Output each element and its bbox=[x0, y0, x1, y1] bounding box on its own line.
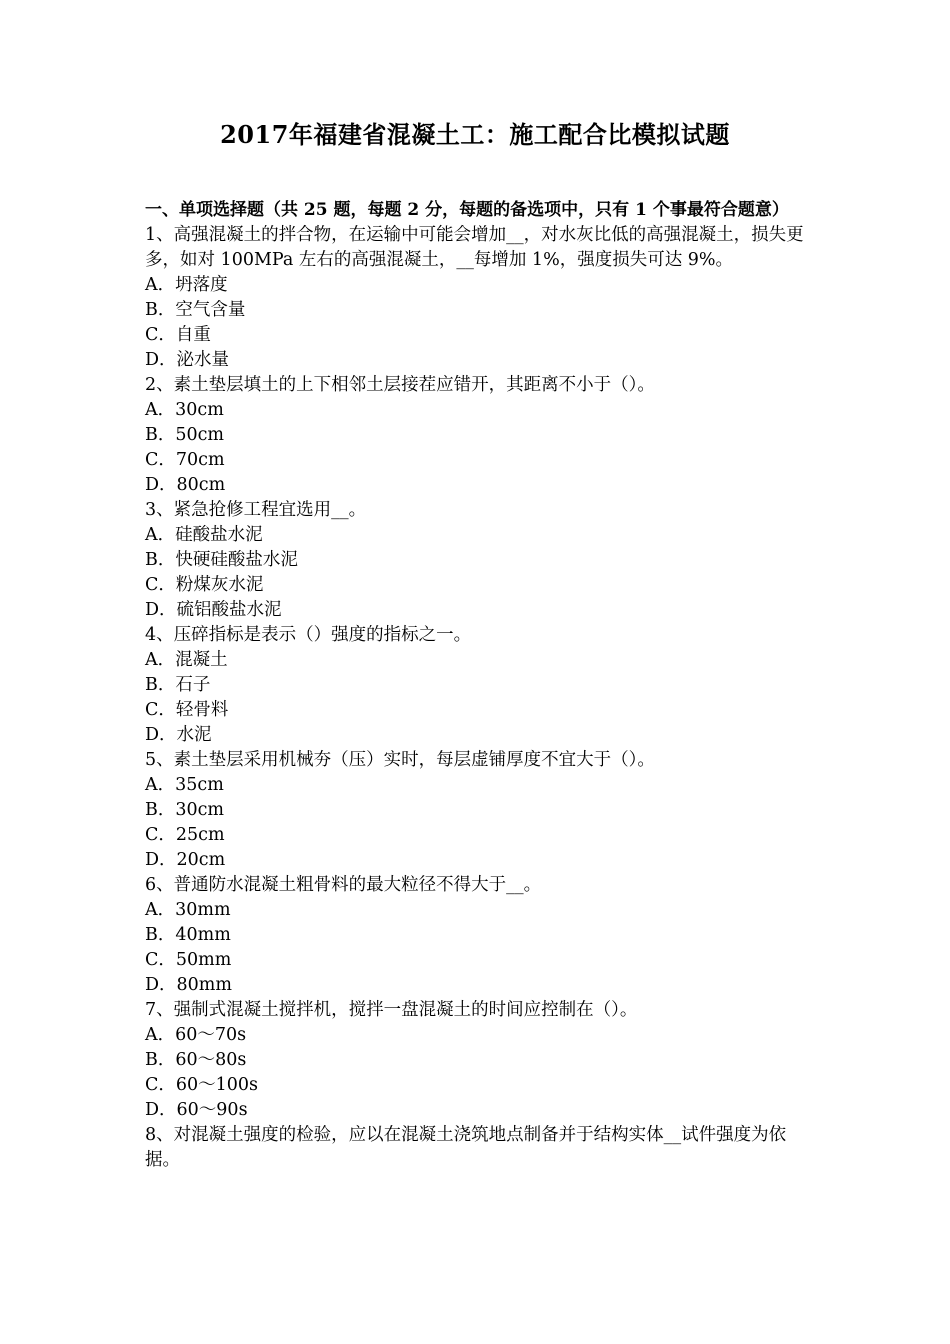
question-stem: 1、高强混凝土的拌合物，在运输中可能会增加__，对水灰比低的高强混凝土，损失更多，如对 100MPa 左右的高强混凝土，__每增加 1%，强度损失可达 9%。 bbox=[145, 225, 804, 270]
option-c: C．50mm bbox=[145, 950, 232, 970]
question-4 bbox=[145, 623, 810, 748]
question-2 bbox=[145, 373, 810, 498]
option-a: A．硅酸盐水泥 bbox=[145, 525, 263, 545]
question-stem: 7、强制式混凝土搅拌机，搅拌一盘混凝土的时间应控制在（）。 bbox=[145, 1000, 638, 1020]
option-b: B．50cm bbox=[145, 425, 225, 445]
option-a: A．30cm bbox=[145, 400, 224, 420]
option-c: C．70cm bbox=[145, 450, 225, 470]
option-d: D．水泥 bbox=[145, 725, 212, 745]
option-c: C．粉煤灰水泥 bbox=[145, 575, 264, 595]
question-stem: 5、素土垫层采用机械夯（压）实时，每层虚铺厚度不宜大于（）。 bbox=[145, 750, 655, 770]
option-c: C．60～100s bbox=[145, 1075, 259, 1095]
option-b: B．40mm bbox=[145, 925, 231, 945]
option-a: A．35cm bbox=[145, 775, 224, 795]
option-c: C．25cm bbox=[145, 825, 225, 845]
option-a: A．坍落度 bbox=[145, 275, 228, 295]
question-7 bbox=[145, 998, 810, 1123]
question-5 bbox=[145, 748, 810, 873]
option-a: A．30mm bbox=[145, 900, 231, 920]
option-a: A．混凝土 bbox=[145, 650, 228, 670]
question-6 bbox=[145, 873, 810, 998]
question-stem: 8、对混凝土强度的检验，应以在混凝土浇筑地点制备并于结构实体__试件强度为依据。 bbox=[145, 1125, 787, 1170]
option-b: B．30cm bbox=[145, 800, 225, 820]
question-1 bbox=[145, 223, 810, 373]
question-stem: 6、普通防水混凝土粗骨料的最大粒径不得大于__。 bbox=[145, 875, 542, 895]
option-d: D．20cm bbox=[145, 850, 226, 870]
option-d: D．泌水量 bbox=[145, 350, 230, 370]
option-d: D．硫铝酸盐水泥 bbox=[145, 600, 282, 620]
document-body bbox=[145, 198, 810, 1173]
option-b: B．60～80s bbox=[145, 1050, 247, 1070]
option-c: C．自重 bbox=[145, 325, 211, 345]
option-b: B．石子 bbox=[145, 675, 211, 695]
document-title: 2017年福建省混凝土工：施工配合比模拟试题 bbox=[220, 120, 730, 149]
option-d: D．80cm bbox=[145, 475, 226, 495]
option-b: B．空气含量 bbox=[145, 300, 246, 320]
question-8 bbox=[145, 1123, 810, 1173]
option-b: B．快硬硅酸盐水泥 bbox=[145, 550, 298, 570]
option-d: D．60～90s bbox=[145, 1100, 248, 1120]
option-c: C．轻骨料 bbox=[145, 700, 229, 720]
question-stem: 2、素土垫层填土的上下相邻土层接茬应错开，其距离不小于（）。 bbox=[145, 375, 655, 395]
question-stem: 4、压碎指标是表示（）强度的指标之一。 bbox=[145, 625, 472, 645]
section-heading: 一、单项选择题（共 25 题，每题 2 分，每题的备选项中，只有 1 个事最符合题意） bbox=[145, 200, 789, 220]
question-stem: 3、紧急抢修工程宜选用__。 bbox=[145, 500, 367, 520]
question-3 bbox=[145, 498, 810, 623]
option-d: D．80mm bbox=[145, 975, 232, 995]
option-a: A．60～70s bbox=[145, 1025, 247, 1045]
